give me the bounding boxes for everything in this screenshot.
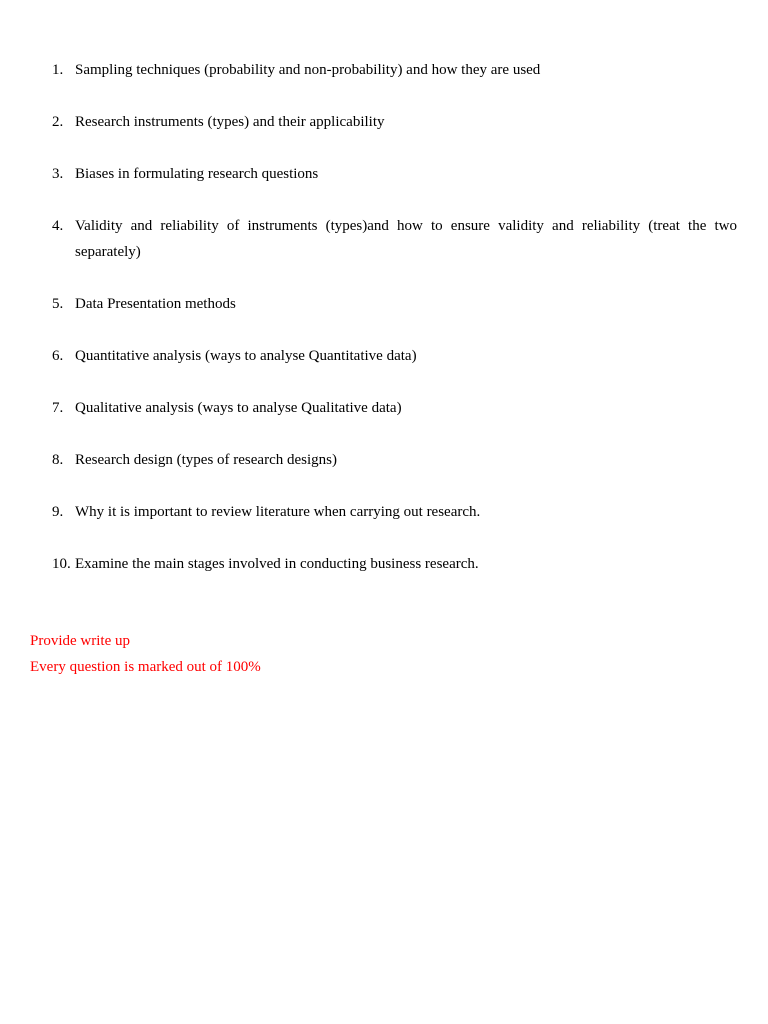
note-marking: Every question is marked out of 100% xyxy=(30,659,261,675)
question-text: Research instruments (types) and their applicability xyxy=(75,114,385,130)
note-write-up: Provide write up xyxy=(30,633,130,649)
list-item xyxy=(0,109,768,135)
question-text: Examine the main stages involved in conducting business research. xyxy=(75,556,479,572)
question-list xyxy=(0,57,768,603)
question-number: 9. xyxy=(52,504,64,520)
list-item xyxy=(0,551,768,577)
list-item xyxy=(0,447,768,473)
question-number: 3. xyxy=(52,166,64,182)
question-text: Data Presentation methods xyxy=(75,296,236,312)
question-number: 4. xyxy=(52,218,64,234)
question-text: Sampling techniques (probability and non-probability) and how they are used xyxy=(75,62,541,78)
question-text: Quantitative analysis (ways to analyse Quantitative data) xyxy=(75,348,417,364)
question-text: Research design (types of research designs) xyxy=(75,452,337,468)
list-item xyxy=(0,161,768,187)
question-number: 6. xyxy=(52,348,64,364)
question-text: Why it is important to review literature when carrying out research. xyxy=(75,504,481,520)
list-item xyxy=(0,291,768,317)
question-number: 2. xyxy=(52,114,64,130)
question-text: Qualitative analysis (ways to analyse Qualitative data) xyxy=(75,400,402,416)
list-item xyxy=(0,395,768,421)
list-item xyxy=(0,57,768,83)
question-text: Validity and reliability of instruments (types)and how to ensure validity and reliability (treat the two separately) xyxy=(75,218,737,260)
question-number: 1. xyxy=(52,62,64,78)
question-number: 5. xyxy=(52,296,64,312)
list-item xyxy=(0,213,768,265)
question-number: 7. xyxy=(52,400,64,416)
question-number: 8. xyxy=(52,452,64,468)
instructions-note xyxy=(30,628,730,680)
list-item xyxy=(0,499,768,525)
list-item xyxy=(0,343,768,369)
question-text: Biases in formulating research questions xyxy=(75,166,319,182)
question-number: 10. xyxy=(52,556,71,572)
